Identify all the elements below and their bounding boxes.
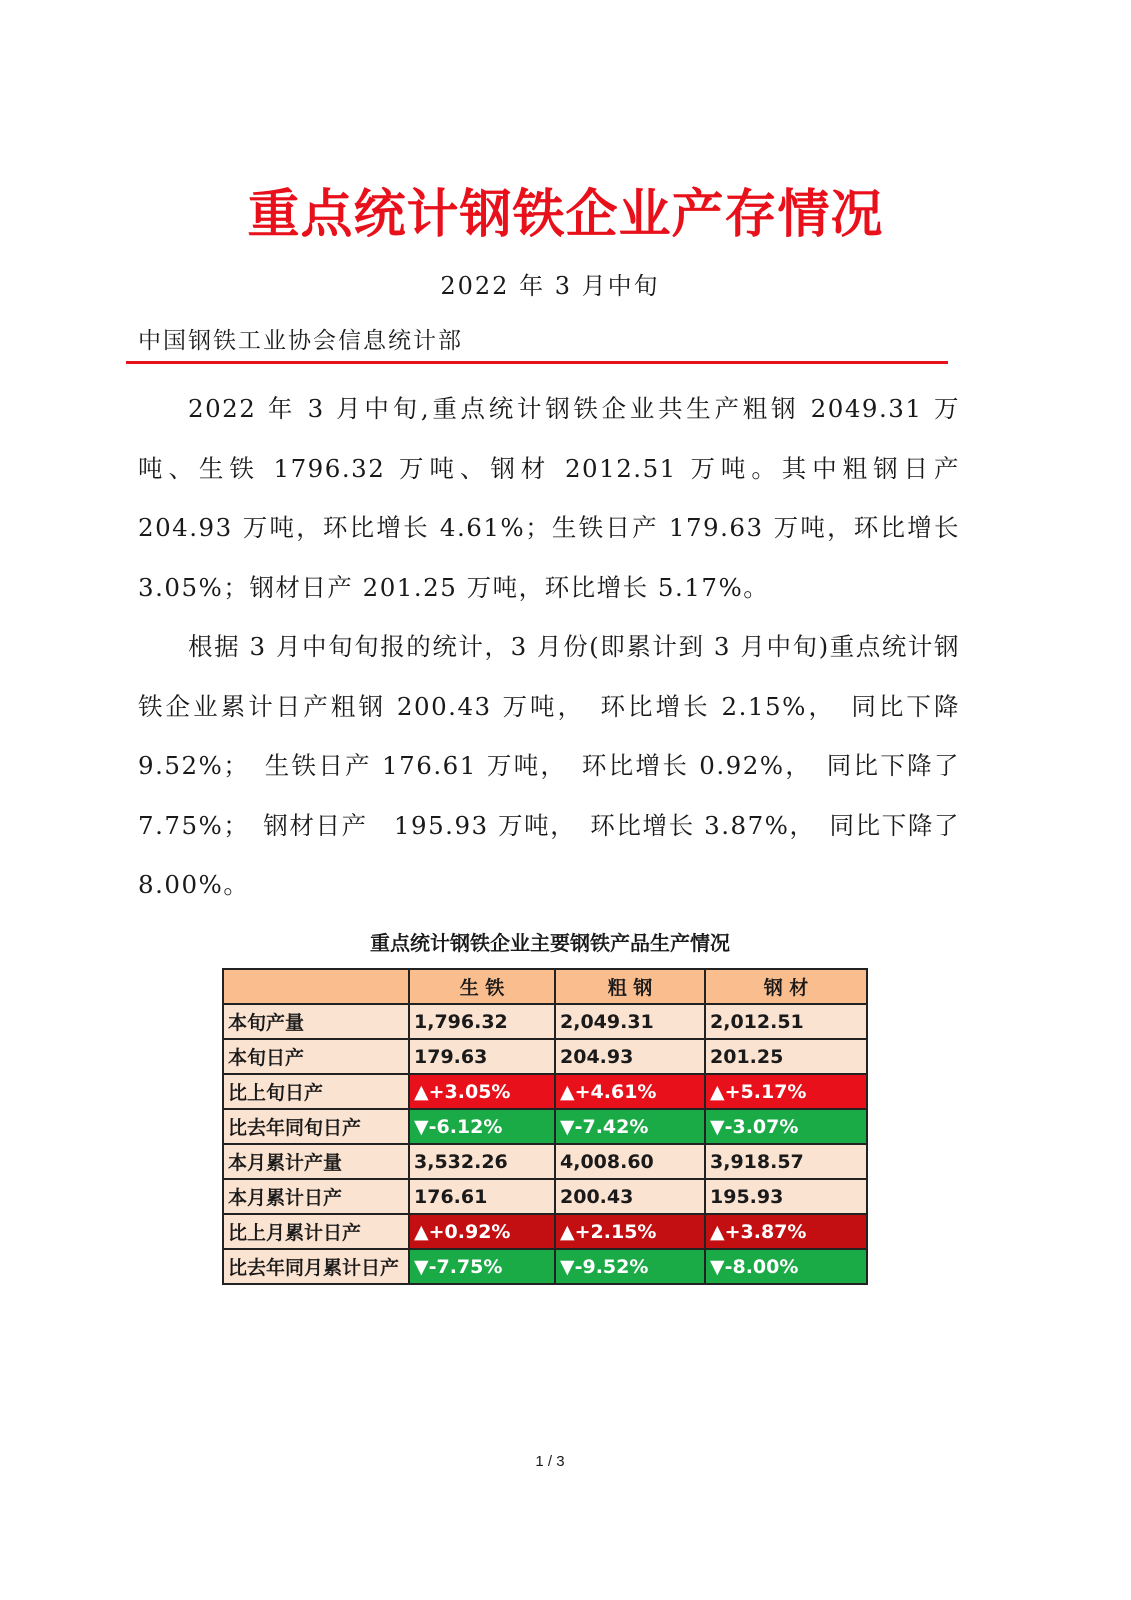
table-cell: ▼-8.00% [705, 1249, 867, 1284]
table-cell: ▲+0.92% [409, 1214, 555, 1249]
row-label: 本旬日产 [223, 1039, 409, 1074]
table-row [223, 1039, 867, 1074]
table-body [223, 969, 867, 1284]
table-cell: 200.43 [555, 1179, 705, 1214]
table-cell: ▲+3.05% [409, 1074, 555, 1109]
table-row [223, 1249, 867, 1284]
column-header [223, 969, 409, 1004]
table-cell: 204.93 [555, 1039, 705, 1074]
table-cell: 2,049.31 [555, 1004, 705, 1039]
table-cell: ▲+2.15% [555, 1214, 705, 1249]
paragraph-summary: 2022 年 3 月中旬,重点统计钢铁企业共生产粗钢 2049.31 万吨、生铁 1796.32 万吨、钢材 2012.51 万吨。其中粗钢日产 204.93 万吨，环比增长 4.61%；生铁日产 179.63 万吨，环比增长 3.05%；钢材日产 201.25 万吨，环比增长 5.17%。 [138, 394, 960, 602]
table-cell: 1,796.32 [409, 1004, 555, 1039]
table-cell: ▼-9.52% [555, 1249, 705, 1284]
table-row [223, 1004, 867, 1039]
table-cell: 176.61 [409, 1179, 555, 1214]
header-divider [126, 361, 948, 364]
row-label: 本月累计产量 [223, 1144, 409, 1179]
table-row [223, 1179, 867, 1214]
page-number: 1 / 3 [535, 1453, 565, 1470]
page-title: 重点统计钢铁企业产存情况 [247, 185, 884, 245]
table-cell: 4,008.60 [555, 1144, 705, 1179]
table-cell: ▼-7.75% [409, 1249, 555, 1284]
table-row [223, 1214, 867, 1249]
column-header: 钢 材 [705, 969, 867, 1004]
row-label: 比上旬日产 [223, 1074, 409, 1109]
table-cell: 195.93 [705, 1179, 867, 1214]
table-cell: 3,532.26 [409, 1144, 555, 1179]
table-cell: 2,012.51 [705, 1004, 867, 1039]
table-cell: ▼-7.42% [555, 1109, 705, 1144]
table-row [223, 1109, 867, 1144]
table-cell: ▲+4.61% [555, 1074, 705, 1109]
production-table [222, 968, 868, 1285]
row-label: 本月累计日产 [223, 1179, 409, 1214]
row-label: 比上月累计日产 [223, 1214, 409, 1249]
row-label: 本旬产量 [223, 1004, 409, 1039]
organization-name: 中国钢铁工业协会信息统计部 [138, 328, 463, 354]
paragraph-cumulative: 根据 3 月中旬旬报的统计，3 月份(即累计到 3 月中旬)重点统计钢铁企业累计日产粗钢 200.43 万吨， 环比增长 2.15%， 同比下降 9.52%； 生铁日产 176.61 万吨， 环比增长 0.92%， 同比下降了 7.75%； 钢材日产 195.93 万吨， 环比增长 3.87%， 同比下降了 8.00%。 [138, 632, 960, 899]
table-cell: 3,918.57 [705, 1144, 867, 1179]
table-title: 重点统计钢铁企业主要钢铁产品生产情况 [370, 931, 730, 955]
report-date: 2022 年 3 月中旬 [440, 272, 660, 300]
table-cell: ▲+5.17% [705, 1074, 867, 1109]
table-cell: 179.63 [409, 1039, 555, 1074]
column-header: 生 铁 [409, 969, 555, 1004]
table-header-row [223, 969, 867, 1004]
table-cell: 201.25 [705, 1039, 867, 1074]
table-cell: ▼-6.12% [409, 1109, 555, 1144]
table-cell: ▲+3.87% [705, 1214, 867, 1249]
row-label: 比去年同旬日产 [223, 1109, 409, 1144]
row-label: 比去年同月累计日产 [223, 1249, 409, 1284]
table-cell: ▼-3.07% [705, 1109, 867, 1144]
table-row [223, 1074, 867, 1109]
table-row [223, 1144, 867, 1179]
column-header: 粗 钢 [555, 969, 705, 1004]
